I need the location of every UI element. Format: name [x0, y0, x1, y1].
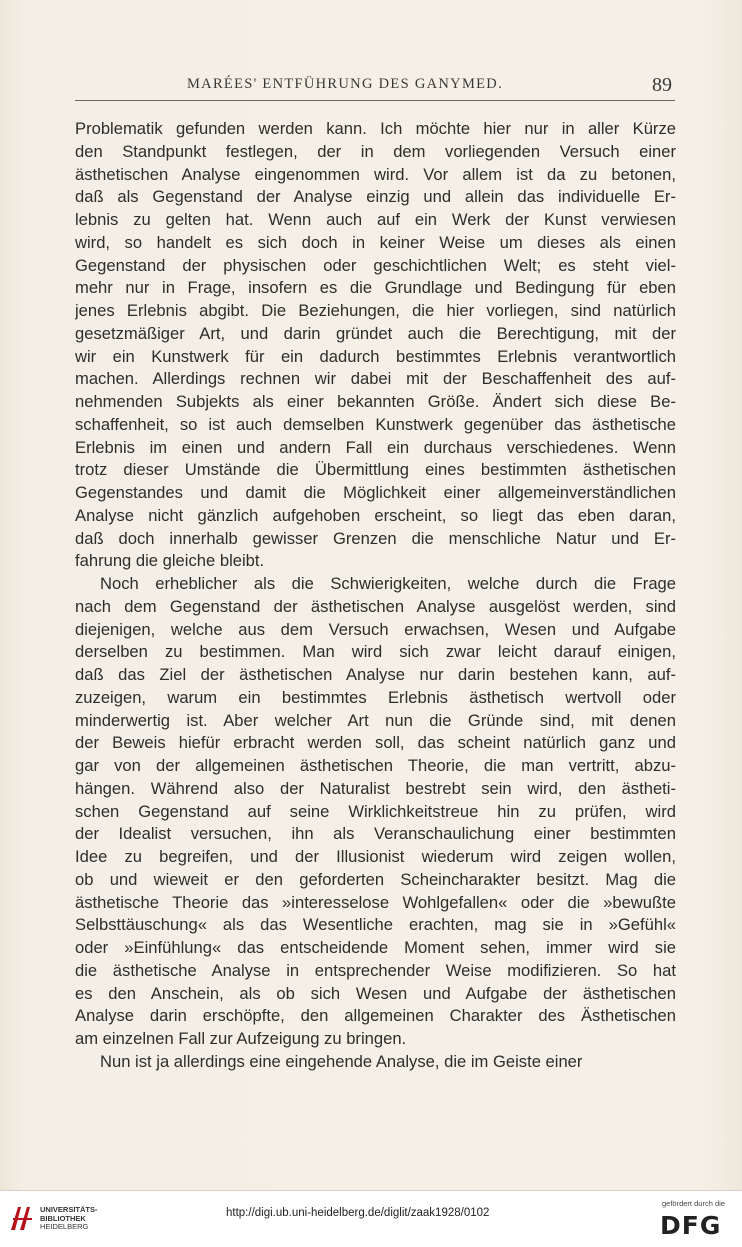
- text-line: derselben zu bestimmen. Man wird sich zwar leicht darauf einigen,: [75, 642, 676, 662]
- text-line: nach dem Gegenstand der ästhetischen Analyse ausgelöst werden, sind: [75, 596, 676, 616]
- text-line: gesetzmäßiger Art, und darin gründet auch die Berechtigung, mit der: [75, 323, 676, 343]
- text-line: Idee zu begreifen, und der Illusionist wiederum wird zeigen wollen,: [75, 847, 676, 866]
- text-line: am einzelnen Fall zur Aufzeigung zu bringen.: [75, 1029, 407, 1048]
- running-title: MARÉES' ENTFÜHRUNG DES GANYMED.: [186, 76, 503, 92]
- text-line: oder »Einfühlung« das entscheidende Moment sehen, immer wird sie: [75, 938, 676, 957]
- body-text: [75, 118, 676, 1074]
- funding-caption: gefördert durch die: [662, 1199, 725, 1208]
- digitization-footer: [0, 1190, 742, 1247]
- institution-line: BIBLIOTHEK: [40, 1213, 86, 1223]
- text-line: daß das Ziel der ästhetischen Analyse nur darin bestehen kann, auf-: [75, 665, 676, 684]
- text-line: die ästhetische Analyse in entsprechender Weise modifizieren. So hat: [75, 960, 676, 980]
- text-line: ästhetische Theorie das »interesselose Wohlgefallen« oder die »bewußte: [75, 892, 676, 912]
- university-library-name: [40, 1206, 98, 1232]
- university-library-logo-icon[interactable]: [8, 1203, 36, 1233]
- text-line: Nun ist ja allerdings eine eingehende Analyse, die im Geiste einer: [100, 1051, 583, 1071]
- text-line: fahrung die gleiche bleibt.: [75, 551, 265, 571]
- text-line: daß als Gegenstand der Analyse einzig und allein das individuelle Er-: [75, 187, 676, 207]
- text-line: jenes Erlebnis abgibt. Die Beziehungen, die hier vorliegen, sind natürlich: [75, 301, 676, 320]
- text-line: Problematik gefunden werden kann. Ich möchte hier nur in aller Kürze: [75, 119, 676, 138]
- text-line: Noch erheblicher als die Schwierigkeiten, welche durch die Frage: [100, 574, 676, 593]
- text-line: Gegenstand der physischen oder geschichtlichen Welt; es steht viel-: [75, 255, 676, 275]
- text-line: gar von der allgemeinen ästhetischen Theorie, die man vertritt, abzu-: [75, 756, 676, 775]
- text-line: wird, so handelt es sich doch in keiner Weise um dieses als einen: [75, 232, 676, 252]
- text-line: wir ein Kunstwerk für ein dadurch bestimmtes Erlebnis verantwortlich: [75, 346, 676, 366]
- text-line: trotz dieser Umstände die Übermittlung eines bestimmten ästhetischen: [75, 460, 676, 480]
- text-line: ästhetischen Analyse eingenommen wird. Vor allem ist da zu betonen,: [75, 164, 676, 184]
- text-line: minderwertig ist. Aber welcher Art nun die Gründe sind, mit denen: [75, 710, 676, 730]
- text-line: es den Anschein, als ob sich Wesen und Aufgabe der ästhetischen: [75, 983, 676, 1003]
- text-line: lebnis zu gelten hat. Wenn auch auf ein Werk der Kunst verwiesen: [75, 210, 676, 229]
- text-line: Selbsttäuschung« als das Wesentliche erachten, mag sie in »Gefühl«: [75, 915, 676, 935]
- text-line: machen. Allerdings rechnen wir dabei mit der Beschaffenheit des auf-: [75, 369, 676, 389]
- text-line: Analyse darin erschöpfte, den allgemeinen Charakter des Ästhetischen: [75, 1006, 676, 1026]
- text-line: hängen. Während also der Naturalist bestrebt sein wird, den ästheti-: [75, 778, 676, 798]
- dfg-logo[interactable]: DFG: [660, 1211, 722, 1240]
- text-line: Gegenstandes und damit die Möglichkeit einer allgemeinverständlichen: [75, 483, 676, 502]
- text-line: Analyse nicht gänzlich aufgehoben erscheint, so liegt das eben daran,: [75, 505, 676, 525]
- text-line: Erlebnis im einen und andern Fall ein durchaus verschiedenes. Wenn: [75, 437, 676, 457]
- text-line: ob und wieweit er den geforderten Scheincharakter besitzt. Mag die: [75, 869, 676, 889]
- institution-line: HEIDELBERG: [40, 1222, 89, 1231]
- text-line: zuzeigen, warum ein bestimmtes Erlebnis ästhetisch wertvoll oder: [75, 687, 676, 707]
- text-line: der Idealist versuchen, ihn als Veranschaulichung einer bestimmten: [75, 824, 676, 844]
- text-line: mehr nur in Frage, insofern es die Grundlage und Bedingung für eben: [75, 278, 676, 298]
- text-line: nehmenden Subjekts als einer bekannten Größe. Ändert sich diese Be-: [75, 392, 676, 411]
- page-number: 89: [652, 74, 672, 96]
- text-line: den Standpunkt festlegen, der in dem vorliegenden Versuch einer: [75, 141, 676, 161]
- running-head: [75, 74, 675, 101]
- text-line: daß doch innerhalb gewisser Grenzen die menschliche Natur und Er-: [75, 528, 676, 548]
- text-line: diejenigen, welche aus dem Versuch erwachsen, Wesen und Aufgabe: [75, 619, 676, 639]
- permalink-url[interactable]: http://digi.ub.uni-heidelberg.de/diglit/zaak1928/0102: [226, 1207, 490, 1219]
- text-line: schaffenheit, so ist auch demselben Kunstwerk gegenüber das ästhetische: [75, 414, 676, 434]
- institution-line: UNIVERSITÄTS-: [40, 1205, 98, 1214]
- text-line: schen Gegenstand auf seine Wirklichkeitstreue hin zu prüfen, wird: [75, 801, 676, 821]
- text-line: der Beweis hiefür erbracht werden soll, das scheint natürlich ganz und: [75, 733, 676, 753]
